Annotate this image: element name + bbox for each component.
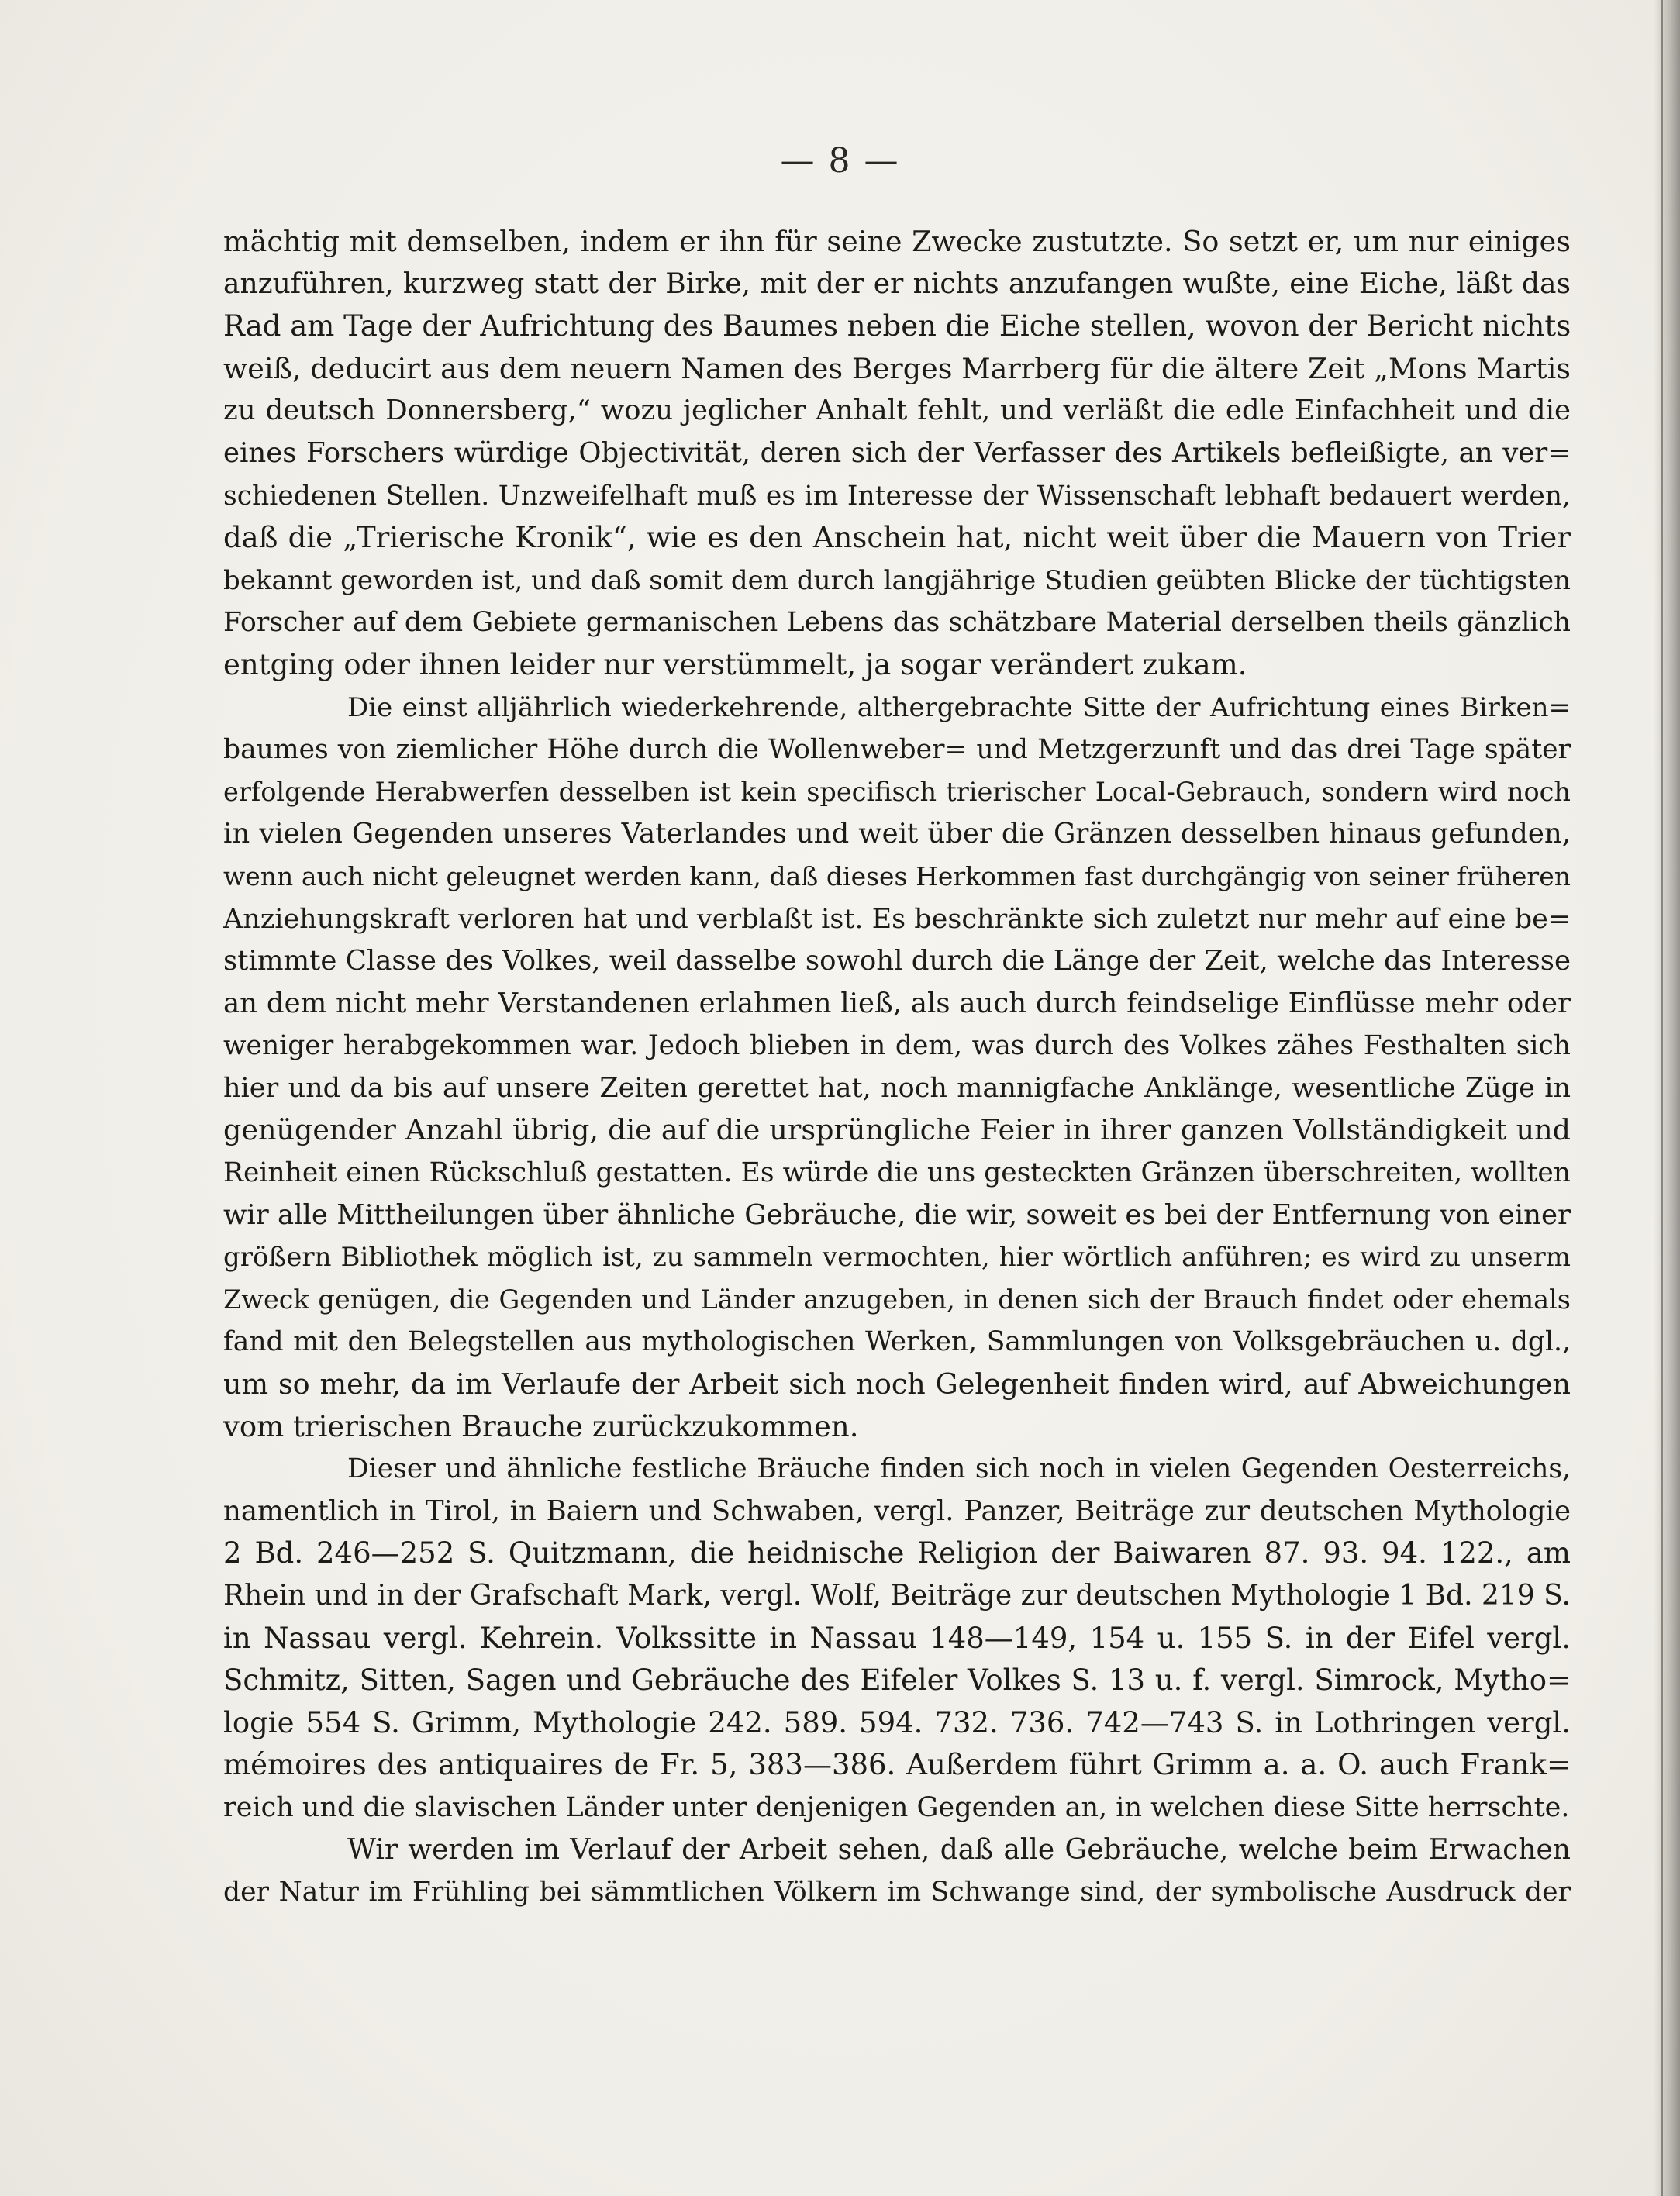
text-line: wenn auch nicht geleugnet werden kann, daß dieses Herkommen fast durchgängig von seiner früheren bbox=[223, 860, 1571, 891]
paragraph-1 bbox=[223, 221, 1571, 687]
text-line: Anziehungskraft verloren hat und verblaßt ist. Es beschränkte sich zuletzt nur mehr auf eine be= bbox=[223, 903, 1571, 935]
text-line: um so mehr, da im Verlaufe der Arbeit sich noch Gelegenheit finden wird, auf Abweichungen bbox=[223, 1367, 1571, 1401]
text-line: in Nassau vergl. Kehrein. Volkssitte in Nassau 148—149, 154 u. 155 S. in der Eifel vergl. bbox=[223, 1621, 1571, 1655]
text-line: bekannt geworden ist, und daß somit dem durch langjährige Studien geübten Blicke der tüchtigsten bbox=[223, 564, 1571, 596]
text-line: Schmitz, Sitten, Sagen und Gebräuche des Eifeler Volkes S. 13 u. f. vergl. Simrock, Mytho= bbox=[223, 1663, 1571, 1698]
text-line: reich und die slavischen Länder unter denjenigen Gegenden an, in welchen diese Sitte herrschte. bbox=[223, 1791, 1570, 1823]
text-line: namentlich in Tirol, in Baiern und Schwaben, vergl. Panzer, Beiträge zur deutschen Mythologie bbox=[223, 1494, 1571, 1527]
page-edge-line bbox=[1661, 0, 1663, 2196]
text-line: größern Bibliothek möglich ist, zu sammeln vermochten, hier wörtlich anführen; es wird zu unserm bbox=[223, 1242, 1571, 1274]
text-line: hier und da bis auf unsere Zeiten gerettet hat, noch mannigfache Anklänge, wesentliche Züge in bbox=[223, 1072, 1571, 1104]
text-line: Forscher auf dem Gebiete germanischen Lebens das schätzbare Material derselben theils gänzlich bbox=[223, 607, 1571, 639]
paragraph-4 bbox=[223, 1829, 1571, 1914]
page-edge-shadow bbox=[1654, 0, 1680, 2196]
text-line: zu deutsch Donnersberg,“ wozu jeglicher Anhalt fehlt, und verläßt die edle Einfachheit und die bbox=[223, 395, 1571, 427]
text-line: erfolgende Herabwerfen desselben ist kein specifisch trierischer Local-Gebrauch, sondern wird noch bbox=[223, 776, 1571, 807]
text-line: der Natur im Frühling bei sämmtlichen Völkern im Schwange sind, der symbolische Ausdruck der bbox=[223, 1877, 1571, 1908]
text-line: baumes von ziemlicher Höhe durch die Wollenweber= und Metzgerzunft und das drei Tage später bbox=[223, 734, 1571, 766]
text-line: an dem nicht mehr Verstandenen erlahmen ließ, als auch durch feindselige Einflüsse mehr oder bbox=[223, 987, 1571, 1019]
text-line: Wir werden im Verlauf der Arbeit sehen, daß alle Gebräuche, welche beim Erwachen bbox=[347, 1833, 1571, 1866]
text-line: Rhein und in der Grafschaft Mark, vergl. Wolf, Beiträge zur deutschen Mythologie 1 Bd. 219 S. bbox=[223, 1580, 1571, 1612]
text-line: wir alle Mittheilungen über ähnliche Gebräuche, die wir, soweit es bei der Entfernung von einer bbox=[223, 1198, 1571, 1231]
text-line: mächtig mit demselben, indem er ihn für seine Zwecke zustutzte. So setzt er, um nur einiges bbox=[223, 225, 1571, 258]
text-line: Die einst alljährlich wiederkehrende, althergebrachte Sitte der Aufrichtung eines Birken= bbox=[347, 691, 1571, 723]
text-line: daß die „Trierische Kronik“, wie es den Anschein hat, nicht weit über die Mauern von Trier bbox=[223, 521, 1571, 555]
text-line: genügender Anzahl übrig, die auf die ursprüngliche Feier in ihrer ganzen Vollständigkeit und bbox=[223, 1113, 1571, 1147]
text-line: in vielen Gegenden unseres Vaterlandes und weit über die Gränzen desselben hinaus gefunden, bbox=[223, 818, 1571, 850]
text-line: Dieser und ähnliche festliche Bräuche finden sich noch in vielen Gegenden Oesterreichs, bbox=[347, 1453, 1571, 1485]
text-line: entging oder ihnen leider nur verstümmelt, ja sogar verändert zukam. bbox=[223, 647, 1247, 681]
text-line: Reinheit einen Rückschluß gestatten. Es würde die uns gesteckten Gränzen überschreiten, wollten bbox=[223, 1157, 1571, 1189]
text-line: weniger herabgekommen war. Jedoch blieben in dem, was durch des Volkes zähes Festhalten sich bbox=[223, 1030, 1571, 1062]
paragraph-3 bbox=[223, 1448, 1571, 1829]
text-line: schiedenen Stellen. Unzweifelhaft muß es im Interesse der Wissenschaft lebhaft bedauert werden, bbox=[223, 480, 1571, 512]
body-text bbox=[223, 221, 1571, 1914]
paragraph-2 bbox=[223, 687, 1571, 1449]
text-line: vom trierischen Brauche zurückzukommen. bbox=[223, 1409, 859, 1443]
text-line: fand mit den Belegstellen aus mythologischen Werken, Sammlungen von Volksgebräuchen u. dgl., bbox=[223, 1326, 1571, 1358]
text-line: 2 Bd. 246—252 S. Quitzmann, die heidnische Religion der Baiwaren 87. 93. 94. 122., am bbox=[223, 1536, 1571, 1570]
text-line: Zweck genügen, die Gegenden und Länder anzugeben, in denen sich der Brauch findet oder ehemals bbox=[223, 1284, 1571, 1315]
text-line: stimmte Classe des Volkes, weil dasselbe sowohl durch die Länge der Zeit, welche das Interesse bbox=[223, 945, 1571, 977]
text-line: Rad am Tage der Aufrichtung des Baumes neben die Eiche stellen, wovon der Bericht nichts bbox=[223, 309, 1571, 343]
text-line: weiß, deducirt aus dem neuern Namen des Berges Marrberg für die ältere Zeit „Mons Martis bbox=[223, 351, 1571, 385]
text-line: anzuführen, kurzweg statt der Birke, mit der er nichts anzufangen wußte, eine Eiche, läßt das bbox=[223, 267, 1571, 300]
text-line: logie 554 S. Grimm, Mythologie 242. 589. 594. 732. 736. 742—743 S. in Lothringen vergl. bbox=[223, 1705, 1571, 1739]
page-number: — 8 — bbox=[780, 141, 900, 181]
text-line: mémoires des antiquaires de Fr. 5, 383—386. Außerdem führt Grimm a. a. O. auch Frank= bbox=[223, 1748, 1571, 1782]
text-line: eines Forschers würdige Objectivität, deren sich der Verfasser des Artikels befleißigte, an ver= bbox=[223, 436, 1571, 469]
